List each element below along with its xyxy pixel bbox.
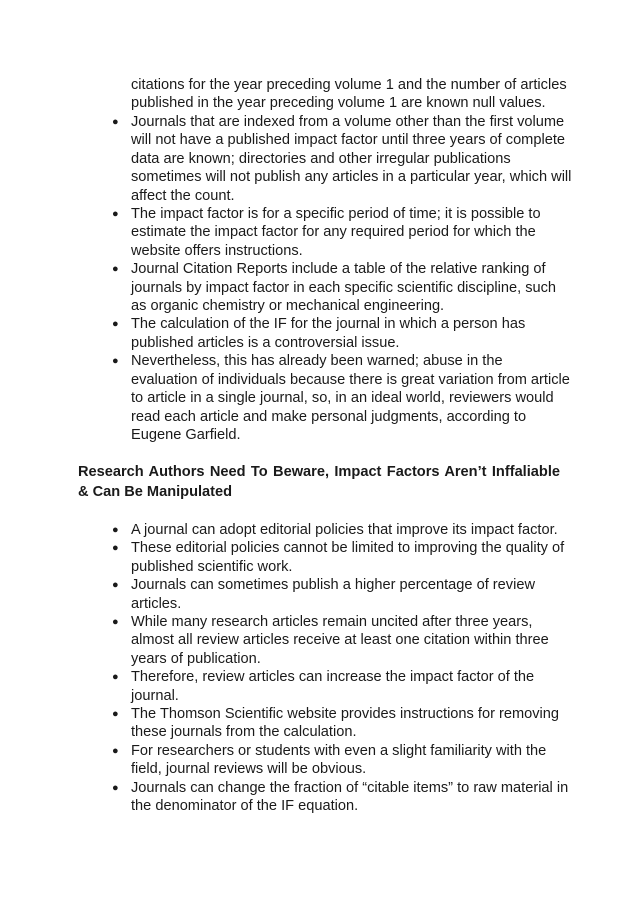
- list-item: [112, 779, 572, 816]
- list-item-text: Journals that are indexed from a volume other than the first volume will not have a published impact factor until three years of complete data are known; directories and other irregular publications sometimes will not publish any articles in a particular year, which will affect the count.: [131, 114, 572, 204]
- bullet-icon: ●: [112, 263, 119, 276]
- bullet-icon: ●: [112, 616, 119, 629]
- bullet-icon: ●: [112, 116, 119, 128]
- list-item-text: A journal can adopt editorial policies that improve its impact factor.: [131, 522, 558, 538]
- list-item-text: The calculation of the IF for the journal in which a person has published articles is a controversial issue.: [131, 316, 526, 351]
- list-item-text: These editorial policies cannot be limited to improving the quality of published scientific work.: [131, 540, 565, 575]
- bullet-icon: ●: [112, 781, 119, 794]
- list-item-text: While many research articles remain uncited after three years, almost all review articles receive at least one citation within three years of publication.: [131, 614, 549, 667]
- list-item: [112, 539, 572, 576]
- list-item-text: The impact factor is for a specific period of time; it is possible to estimate the impact factor for any required period for which the website offers instructions.: [131, 206, 541, 259]
- bullet-icon: ●: [112, 542, 119, 555]
- section-heading: Research Authors Need To Beware, Impact Factors Aren’t Inffaliable & Can Be Manipulated: [78, 464, 560, 500]
- bullet-icon: ●: [112, 708, 119, 721]
- list-item-text: The Thomson Scientific website provides instructions for removing these journals from the calculation.: [131, 706, 560, 741]
- list-item-text: Journal Citation Reports include a table of the relative ranking of journals by impact factor in each specific scientific discipline, such as organic chemistry or mechanical engineering.: [131, 261, 557, 315]
- list-item: [112, 260, 572, 315]
- list-item: [112, 205, 572, 260]
- list-item-text: Journals can change the fraction of “citable items” to raw material in the denominator of the IF equation.: [131, 779, 569, 815]
- list-item: [112, 742, 572, 779]
- list-item-text: Therefore, review articles can increase the impact factor of the journal.: [131, 669, 535, 704]
- list-item: [112, 113, 572, 205]
- list-item: [112, 668, 572, 705]
- continuation-text: citations for the year preceding volume 1 and the number of articles published in the year preceding volume 1 are known null values.: [131, 77, 567, 112]
- bullet-list-manipulation: [112, 521, 572, 816]
- bullet-icon: ●: [112, 671, 119, 684]
- bullet-icon: ●: [112, 318, 119, 331]
- bullet-icon: ●: [112, 524, 119, 536]
- list-item-text: For researchers or students with even a slight familiarity with the field, journal reviews will be obvious.: [131, 742, 547, 778]
- list-item: [112, 705, 572, 742]
- list-item-text: Nevertheless, this has already been warned; abuse in the evaluation of individuals because there is great variation from article to article in a single journal, so, in an ideal world, reviewers would read each article and make personal judgments, according to Eugene Garfield.: [131, 353, 570, 443]
- bullet-icon: ●: [112, 744, 119, 757]
- list-item: [112, 521, 572, 539]
- list-item: [112, 613, 572, 668]
- bullet-list-impact-factor: [112, 113, 572, 444]
- list-item: [112, 315, 572, 352]
- list-item: [112, 352, 572, 444]
- bullet-icon: ●: [112, 579, 119, 592]
- bullet-icon: ●: [112, 355, 119, 368]
- list-item-text: Journals can sometimes publish a higher percentage of review articles.: [131, 577, 535, 612]
- list-item: [112, 576, 572, 613]
- bullet-icon: ●: [112, 208, 119, 221]
